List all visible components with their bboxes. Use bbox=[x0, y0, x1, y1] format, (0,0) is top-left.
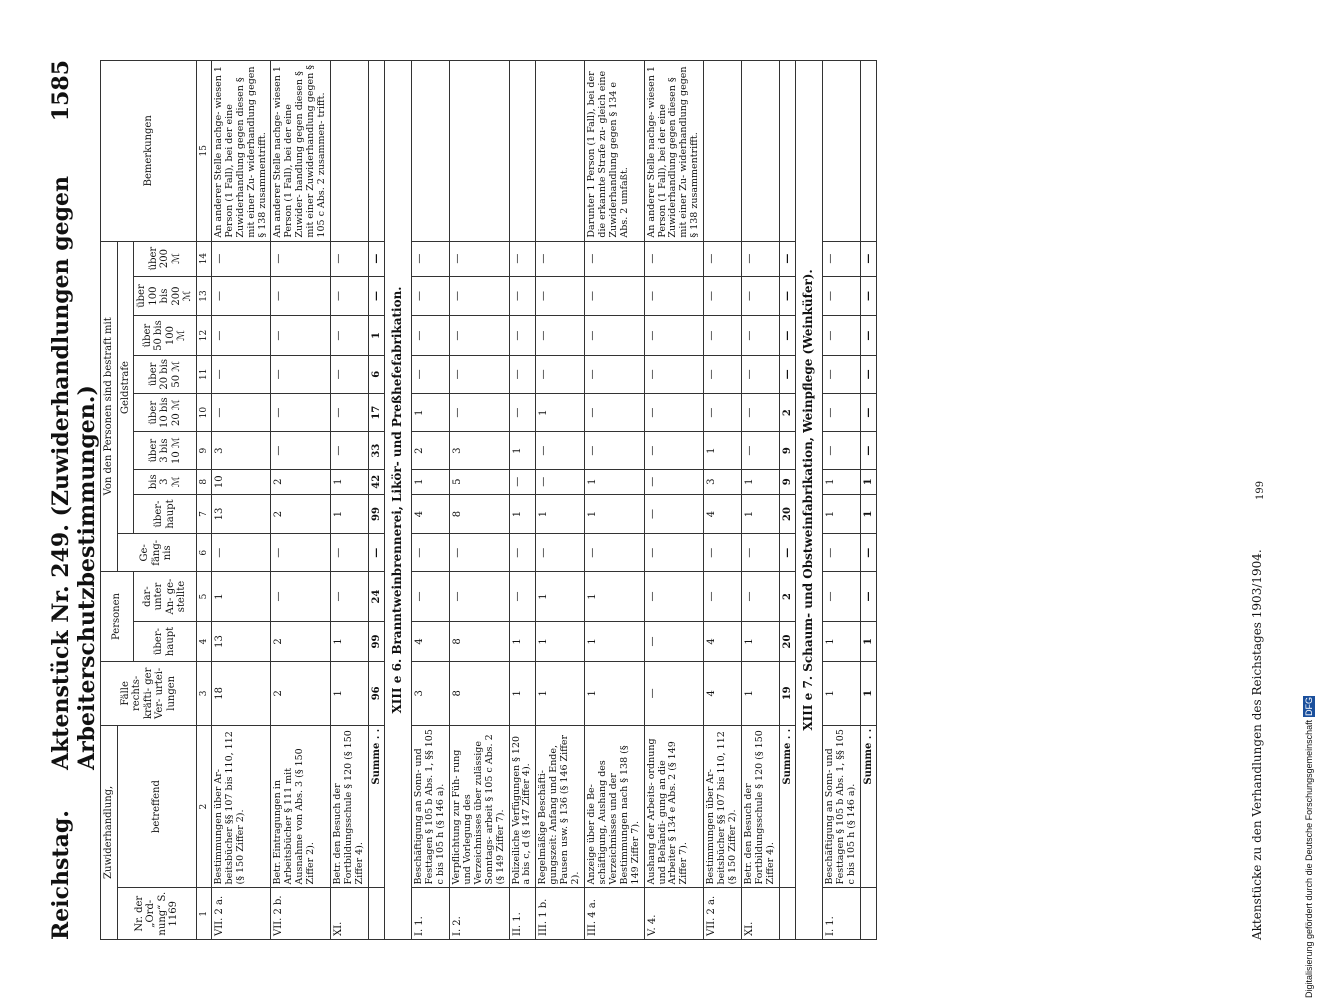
footer: Aktenstücke zu den Verhandlungen des Reichstages 1903/1904. bbox=[1250, 549, 1264, 940]
sum-value: 1 bbox=[860, 494, 877, 534]
sum-label: Summe . . bbox=[368, 725, 385, 888]
sum-value: — bbox=[368, 241, 385, 276]
row-value: — bbox=[412, 276, 450, 316]
row-value: — bbox=[211, 316, 271, 355]
row-value: — bbox=[509, 316, 536, 355]
row-value: — bbox=[211, 276, 271, 316]
row-nr: III. 4 a. bbox=[585, 888, 645, 940]
sum-value: — bbox=[368, 276, 385, 316]
row-value: — bbox=[449, 316, 509, 355]
sum-value: 1 bbox=[860, 661, 877, 725]
row-value: — bbox=[823, 276, 861, 316]
row-value: — bbox=[412, 572, 450, 622]
row-nr: VII. 2 b. bbox=[271, 888, 331, 940]
row-value: 10 bbox=[211, 469, 271, 494]
sum-value: — bbox=[860, 572, 877, 622]
row-value: — bbox=[644, 622, 704, 662]
row-value: 1 bbox=[509, 622, 536, 662]
column-number: 15 bbox=[196, 61, 211, 242]
row-note: An anderer Stelle nachge- wiesen 1 Person (1 Fall), bei der eine Zuwider- handlung gegen diesen § mit einer Zuwiderhandlung gegen § 105 c Abs. 2 zusammen- trifft. bbox=[271, 61, 331, 242]
row-nr: VII. 2 a. bbox=[704, 888, 742, 940]
row-value: — bbox=[449, 393, 509, 431]
sum-value: 1 bbox=[368, 316, 385, 355]
row-description: Bestimmungen über Ar- beitsbücher §§ 107 bis 110, 112 (§ 150 Ziffer 2). bbox=[211, 725, 271, 888]
row-value: — bbox=[742, 276, 780, 316]
column-number: 3 bbox=[196, 661, 211, 725]
sum-spacer bbox=[779, 888, 796, 940]
row-value: 1 bbox=[331, 661, 369, 725]
row-value: — bbox=[331, 393, 369, 431]
row-value: 3 bbox=[211, 432, 271, 470]
row-nr: I. 1. bbox=[823, 888, 861, 940]
column-number: 10 bbox=[196, 393, 211, 431]
row-value: — bbox=[644, 534, 704, 572]
row-value: — bbox=[536, 534, 585, 572]
row-value: — bbox=[271, 355, 331, 393]
row-value: — bbox=[823, 393, 861, 431]
row-value: — bbox=[704, 393, 742, 431]
row-value: 13 bbox=[211, 622, 271, 662]
header-left: Reichstag. bbox=[48, 810, 74, 940]
row-value: — bbox=[585, 355, 645, 393]
row-value: 1 bbox=[742, 661, 780, 725]
col-8-header: bis 3 ℳ bbox=[134, 469, 197, 494]
row-value: — bbox=[742, 432, 780, 470]
row-value: — bbox=[509, 534, 536, 572]
sum-value: — bbox=[779, 316, 796, 355]
row-value: 1 bbox=[211, 572, 271, 622]
row-value: — bbox=[449, 241, 509, 276]
table-row bbox=[704, 61, 742, 940]
row-value: 1 bbox=[331, 469, 369, 494]
row-value: 1 bbox=[704, 432, 742, 470]
sum-note bbox=[779, 61, 796, 242]
header-title: Aktenstück Nr. 249. (Zuwiderhandlungen gegen Arbeiterschutzbestimmungen.) bbox=[48, 175, 100, 770]
col-group-personen: Personen bbox=[101, 572, 134, 662]
row-value: 2 bbox=[271, 494, 331, 534]
col-7-header: über- haupt bbox=[134, 494, 197, 534]
sum-value: — bbox=[860, 276, 877, 316]
row-value: — bbox=[449, 355, 509, 393]
sum-value: 33 bbox=[368, 432, 385, 470]
row-note bbox=[823, 61, 861, 242]
sum-value: 6 bbox=[368, 355, 385, 393]
sum-value: — bbox=[860, 393, 877, 431]
row-value: — bbox=[742, 534, 780, 572]
row-value: — bbox=[823, 534, 861, 572]
row-note: An anderer Stelle nachge- wiesen 1 Person (1 Fall), bei der eine Zuwiderhandlung gegen diesen § mit einer Zu- widerhandlung gegen § 138 zusammentrifft. bbox=[211, 61, 271, 242]
row-value: — bbox=[271, 393, 331, 431]
row-value: — bbox=[536, 276, 585, 316]
sum-row bbox=[779, 61, 796, 940]
row-value: — bbox=[412, 241, 450, 276]
sum-value: — bbox=[860, 432, 877, 470]
row-value: 1 bbox=[742, 469, 780, 494]
col-5-header: dar- unter An- ge- stellte bbox=[134, 572, 197, 622]
scan-number: 199 bbox=[1255, 480, 1266, 500]
row-value: — bbox=[823, 241, 861, 276]
row-description: Betr. Eintragungen in Arbeitsbücher § 111 mit Ausnahme von Abs. 3 (§ 150 Ziffer 2). bbox=[271, 725, 331, 888]
row-value: — bbox=[449, 572, 509, 622]
row-value: — bbox=[536, 316, 585, 355]
row-value: 1 bbox=[536, 572, 585, 622]
sum-value: — bbox=[860, 241, 877, 276]
table-row bbox=[331, 61, 369, 940]
row-value: — bbox=[271, 241, 331, 276]
section-title: XIII e 7. Schaum- und Obstweinfabrikation, Weinpflege (Weinküfer). bbox=[796, 61, 823, 940]
row-nr: VII. 2 a. bbox=[211, 888, 271, 940]
row-value: 1 bbox=[331, 622, 369, 662]
row-value: — bbox=[509, 355, 536, 393]
row-value: — bbox=[449, 276, 509, 316]
column-number: 6 bbox=[196, 534, 211, 572]
table-row bbox=[644, 61, 704, 940]
row-value: 2 bbox=[271, 622, 331, 662]
row-value: — bbox=[211, 393, 271, 431]
col-10-header: über 10 bis 20 ℳ bbox=[134, 393, 197, 431]
sum-note bbox=[368, 61, 385, 242]
table-row bbox=[509, 61, 536, 940]
table-row bbox=[449, 61, 509, 940]
row-value: 18 bbox=[211, 661, 271, 725]
col-12-header: über 50 bis 100 ℳ bbox=[134, 316, 197, 355]
row-value: 1 bbox=[742, 494, 780, 534]
row-value: 3 bbox=[704, 469, 742, 494]
sum-value: 1 bbox=[860, 622, 877, 662]
row-value: — bbox=[644, 661, 704, 725]
dfg-logo: DFG bbox=[1304, 697, 1314, 717]
row-value: 1 bbox=[331, 494, 369, 534]
row-note bbox=[331, 61, 369, 242]
column-number: 12 bbox=[196, 316, 211, 355]
row-value: — bbox=[704, 534, 742, 572]
row-value: — bbox=[509, 393, 536, 431]
row-value: — bbox=[536, 241, 585, 276]
page-number: 1585 bbox=[48, 60, 74, 122]
row-value: — bbox=[644, 393, 704, 431]
col-14-header: über 200 ℳ bbox=[134, 241, 197, 276]
row-value: — bbox=[742, 393, 780, 431]
row-value: — bbox=[412, 316, 450, 355]
row-value: — bbox=[271, 534, 331, 572]
row-value: — bbox=[211, 241, 271, 276]
row-value: 1 bbox=[412, 469, 450, 494]
table-row bbox=[412, 61, 450, 940]
row-value: — bbox=[823, 316, 861, 355]
row-value: 1 bbox=[412, 393, 450, 431]
row-value: 2 bbox=[271, 661, 331, 725]
row-value: 1 bbox=[536, 661, 585, 725]
row-value: — bbox=[211, 534, 271, 572]
row-value: 1 bbox=[585, 661, 645, 725]
row-value: — bbox=[585, 316, 645, 355]
row-nr: I. 1. bbox=[412, 888, 450, 940]
sum-spacer bbox=[368, 888, 385, 940]
col-group-geld: Geldstrafe bbox=[117, 241, 134, 534]
row-description: Polizeiliche Verfügungen § 120 a bis c, d (§ 147 Ziffer 4). bbox=[509, 725, 536, 888]
sum-row bbox=[860, 61, 877, 940]
row-value: — bbox=[509, 276, 536, 316]
row-value: — bbox=[585, 276, 645, 316]
row-value: 8 bbox=[449, 661, 509, 725]
row-nr: I. 2. bbox=[449, 888, 509, 940]
row-value: 1 bbox=[536, 494, 585, 534]
row-value: — bbox=[331, 355, 369, 393]
table-body bbox=[211, 61, 877, 940]
row-value: — bbox=[331, 316, 369, 355]
row-value: 1 bbox=[509, 661, 536, 725]
table-row bbox=[211, 61, 271, 940]
col-group-zuwider: Zuwiderhandlung, bbox=[101, 725, 118, 939]
row-value: 1 bbox=[536, 622, 585, 662]
section-row bbox=[796, 61, 823, 940]
row-value: — bbox=[536, 355, 585, 393]
table-row bbox=[823, 61, 861, 940]
row-note bbox=[509, 61, 536, 242]
row-value: — bbox=[704, 316, 742, 355]
row-value: — bbox=[536, 432, 585, 470]
row-value: 1 bbox=[585, 572, 645, 622]
row-note bbox=[412, 61, 450, 242]
row-note bbox=[536, 61, 585, 242]
row-value: — bbox=[509, 469, 536, 494]
row-value: — bbox=[644, 572, 704, 622]
row-value: — bbox=[331, 572, 369, 622]
row-value: — bbox=[644, 241, 704, 276]
row-value: — bbox=[704, 241, 742, 276]
row-value: — bbox=[644, 469, 704, 494]
sum-value: 2 bbox=[779, 393, 796, 431]
row-value: — bbox=[331, 241, 369, 276]
statistics-table bbox=[100, 60, 877, 940]
col-3-header: Fälle rechts- kräfti- ger Ver- urtei- lungen bbox=[101, 661, 197, 725]
section-title: XIII e 6. Branntweinbrennerei, Likör- und Preßhefefabrikation. bbox=[385, 61, 412, 940]
table-row bbox=[271, 61, 331, 940]
row-value: — bbox=[271, 432, 331, 470]
sum-value: 99 bbox=[368, 494, 385, 534]
sum-value: 99 bbox=[368, 622, 385, 662]
row-value: 4 bbox=[704, 661, 742, 725]
row-value: 1 bbox=[823, 622, 861, 662]
row-value: — bbox=[331, 432, 369, 470]
col-15-header: Bemerkungen bbox=[101, 61, 197, 242]
row-value: 1 bbox=[585, 494, 645, 534]
column-number: 9 bbox=[196, 432, 211, 470]
row-description: Anzeige über die Be- schäftigung, Aushang des Verzeichnisses und der Bestimmungen nach § 138 (§ 149 Ziffer 7). bbox=[585, 725, 645, 888]
row-value: 1 bbox=[585, 469, 645, 494]
row-description: Beschäftigung an Sonn- und Festtagen § 105 b Abs. 1, §§ 105 c bis 105 h (§ 146 a). bbox=[823, 725, 861, 888]
row-note bbox=[704, 61, 742, 242]
column-number: 14 bbox=[196, 241, 211, 276]
col-9-header: über 3 bis 10 ℳ bbox=[134, 432, 197, 470]
table-row bbox=[742, 61, 780, 940]
row-value: — bbox=[585, 534, 645, 572]
sum-value: — bbox=[779, 241, 796, 276]
row-value: — bbox=[585, 393, 645, 431]
row-value: — bbox=[211, 355, 271, 393]
row-nr: V. 4. bbox=[644, 888, 704, 940]
row-value: 1 bbox=[742, 622, 780, 662]
col-group-bestraft: Von den Personen sind bestraft mit bbox=[101, 241, 118, 572]
column-number: 2 bbox=[196, 725, 211, 888]
row-value: — bbox=[823, 432, 861, 470]
sum-value: 96 bbox=[368, 661, 385, 725]
row-nr: II. 1. bbox=[509, 888, 536, 940]
row-value: — bbox=[585, 241, 645, 276]
row-value: 13 bbox=[211, 494, 271, 534]
sum-value: 42 bbox=[368, 469, 385, 494]
row-value: 1 bbox=[585, 622, 645, 662]
row-value: 5 bbox=[449, 469, 509, 494]
row-nr: XI. bbox=[331, 888, 369, 940]
sum-spacer bbox=[860, 888, 877, 940]
table-row bbox=[536, 61, 585, 940]
sum-value: — bbox=[860, 316, 877, 355]
sum-note bbox=[860, 61, 877, 242]
sum-value: 9 bbox=[779, 432, 796, 470]
row-description: Betr. den Besuch der Fortbildungsschule § 120 (§ 150 Ziffer 4). bbox=[331, 725, 369, 888]
row-value: 4 bbox=[412, 494, 450, 534]
row-value: 4 bbox=[704, 622, 742, 662]
row-value: 4 bbox=[412, 622, 450, 662]
row-value: 8 bbox=[449, 622, 509, 662]
row-value: — bbox=[271, 572, 331, 622]
row-value: 3 bbox=[449, 432, 509, 470]
row-value: 1 bbox=[823, 469, 861, 494]
col-11-header: über 20 bis 50 ℳ bbox=[134, 355, 197, 393]
row-value: 1 bbox=[509, 494, 536, 534]
column-number-row bbox=[196, 61, 211, 940]
sum-label: Summe . . bbox=[779, 725, 796, 888]
col-4-header: über- haupt bbox=[134, 622, 197, 662]
row-note bbox=[742, 61, 780, 242]
row-description: Beschäftigung an Sonn- und Festtagen § 105 b Abs. 1, §§ 105 c bis 105 h (§ 146 a). bbox=[412, 725, 450, 888]
row-description: Bestimmungen über Ar- beitsbücher §§ 107 bis 110, 112 (§ 150 Ziffer 2). bbox=[704, 725, 742, 888]
sum-label: Summe . . bbox=[860, 725, 877, 888]
row-description: Betr. den Besuch der Fortbildungsschule § 120 (§ 150 Ziffer 4). bbox=[742, 725, 780, 888]
column-number: 8 bbox=[196, 469, 211, 494]
row-value: — bbox=[509, 572, 536, 622]
row-value: 1 bbox=[509, 432, 536, 470]
row-value: — bbox=[412, 534, 450, 572]
col-2-header: betreffend bbox=[117, 725, 196, 888]
row-note bbox=[449, 61, 509, 242]
sum-value: — bbox=[779, 276, 796, 316]
table-row bbox=[585, 61, 645, 940]
col-13-header: über 100 bis 200 ℳ bbox=[134, 276, 197, 316]
row-description: Aushang der Arbeits- ordnung und Behändi- gung an die Arbeiter § 134 e Abs. 2 (§ 149 Ziffer 7). bbox=[644, 725, 704, 888]
sum-value: — bbox=[860, 355, 877, 393]
row-value: — bbox=[742, 241, 780, 276]
row-value: — bbox=[644, 494, 704, 534]
row-nr: III. 1 b. bbox=[536, 888, 585, 940]
page-header bbox=[40, 0, 100, 1000]
row-value: — bbox=[412, 355, 450, 393]
sum-row bbox=[368, 61, 385, 940]
row-value: — bbox=[823, 355, 861, 393]
sum-value: — bbox=[779, 355, 796, 393]
row-value: — bbox=[704, 355, 742, 393]
sum-value: — bbox=[368, 534, 385, 572]
column-number: 13 bbox=[196, 276, 211, 316]
sum-value: 19 bbox=[779, 661, 796, 725]
row-value: 3 bbox=[412, 661, 450, 725]
row-value: — bbox=[331, 534, 369, 572]
row-value: — bbox=[271, 316, 331, 355]
row-value: 2 bbox=[271, 469, 331, 494]
row-value: — bbox=[449, 534, 509, 572]
col-6-header: Ge- fäng- nis bbox=[117, 534, 196, 572]
row-value: 1 bbox=[536, 393, 585, 431]
row-value: — bbox=[585, 432, 645, 470]
side-note: Digitalisierung gefördert durch die Deutsche Forschungsgemeinschaft DFG bbox=[1304, 697, 1314, 998]
column-number: 4 bbox=[196, 622, 211, 662]
sum-value: 9 bbox=[779, 469, 796, 494]
row-value: 1 bbox=[823, 494, 861, 534]
sum-value: 20 bbox=[779, 622, 796, 662]
row-value: — bbox=[742, 355, 780, 393]
row-value: — bbox=[742, 572, 780, 622]
sum-value: 17 bbox=[368, 393, 385, 431]
col-1-header: Nr. der „Ord- nung“ S. 1169 bbox=[117, 888, 196, 940]
row-value: — bbox=[509, 241, 536, 276]
row-value: — bbox=[704, 276, 742, 316]
row-note: Darunter 1 Person (1 Fall), bei der die erkannte Strafe zu- gleich eine Zuwiderhandlung gegen § 134 e Abs. 2 umfaßt. bbox=[585, 61, 645, 242]
column-number: 11 bbox=[196, 355, 211, 393]
row-value: 2 bbox=[412, 432, 450, 470]
sum-value: 1 bbox=[860, 469, 877, 494]
row-value: — bbox=[644, 316, 704, 355]
row-value: — bbox=[644, 432, 704, 470]
column-number: 7 bbox=[196, 494, 211, 534]
row-value: — bbox=[704, 572, 742, 622]
sum-value: — bbox=[779, 534, 796, 572]
row-value: 8 bbox=[449, 494, 509, 534]
sum-value: 2 bbox=[779, 572, 796, 622]
section-row bbox=[385, 61, 412, 940]
row-value: — bbox=[823, 572, 861, 622]
row-value: — bbox=[644, 355, 704, 393]
row-description: Verpflichtung zur Füh- rung und Vorlegung des Verzeichnisses über zulässige Sonntags- arbeit § 105 c Abs. 2 (§ 149 Ziffer 7). bbox=[449, 725, 509, 888]
row-value: — bbox=[742, 316, 780, 355]
row-value: — bbox=[536, 469, 585, 494]
column-number: 1 bbox=[196, 888, 211, 940]
row-note: An anderer Stelle nachge- wiesen 1 Person (1 Fall), bei der eine Zuwiderhandlung gegen diesen § mit einer Zu- widerhandlung gegen § 138 zusammentrifft. bbox=[644, 61, 704, 242]
row-nr: XI. bbox=[742, 888, 780, 940]
row-value: 1 bbox=[823, 661, 861, 725]
row-value: — bbox=[271, 276, 331, 316]
sum-value: 20 bbox=[779, 494, 796, 534]
column-number: 5 bbox=[196, 572, 211, 622]
row-value: 4 bbox=[704, 494, 742, 534]
sum-value: — bbox=[860, 534, 877, 572]
row-value: — bbox=[644, 276, 704, 316]
row-value: — bbox=[331, 276, 369, 316]
sum-value: 24 bbox=[368, 572, 385, 622]
row-description: Regelmäßige Beschäfti- gungszeit: Anfang und Ende, Pausen usw. § 136 (§ 146 Ziffer 2). bbox=[536, 725, 585, 888]
